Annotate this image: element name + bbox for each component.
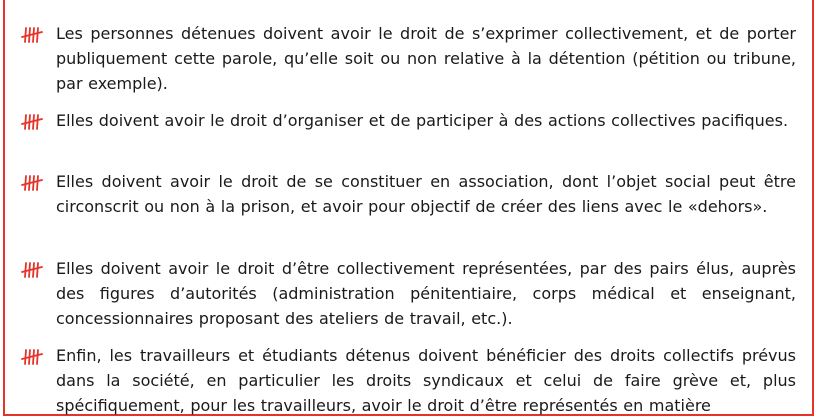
- tally-marks-icon: [21, 348, 43, 366]
- list-item-text: Elles doivent avoir le droit d’être collectivement représentées, par des pairs élus, auprès des figures d’autorités (administration pénitentiaire, corps médical et enseignant, concessionnaires proposant des ateliers de travail, etc.).: [56, 259, 796, 328]
- list-item-text: Enfin, les travailleurs et étudiants détenus doivent bénéficier des droits collectifs prévus dans la société, en particulier les droits syndicaux et celui de faire grève et, plus spécifiquement, pour les travailleurs, avoir le droit d’être représentés en matière: [56, 346, 796, 415]
- list-item-text: Elles doivent avoir le droit d’organiser et de participer à des actions collectives pacifiques.: [56, 111, 789, 130]
- tally-marks-icon: [21, 113, 43, 131]
- list-item-text: Les personnes détenues doivent avoir le droit de s’exprimer collectivement, et de porter publiquement cette parole, qu’elle soit ou non relative à la détention (pétition ou tribune, par exemple).: [56, 24, 796, 93]
- tally-marks-icon: [21, 174, 43, 192]
- tally-marks-icon: [21, 26, 43, 44]
- list-item-text: Elles doivent avoir le droit de se constituer en association, dont l’objet social peut être circonscrit ou non à la prison, et avoir pour objectif de créer des liens avec le «dehors».: [56, 172, 796, 216]
- tally-marks-icon: [21, 261, 43, 279]
